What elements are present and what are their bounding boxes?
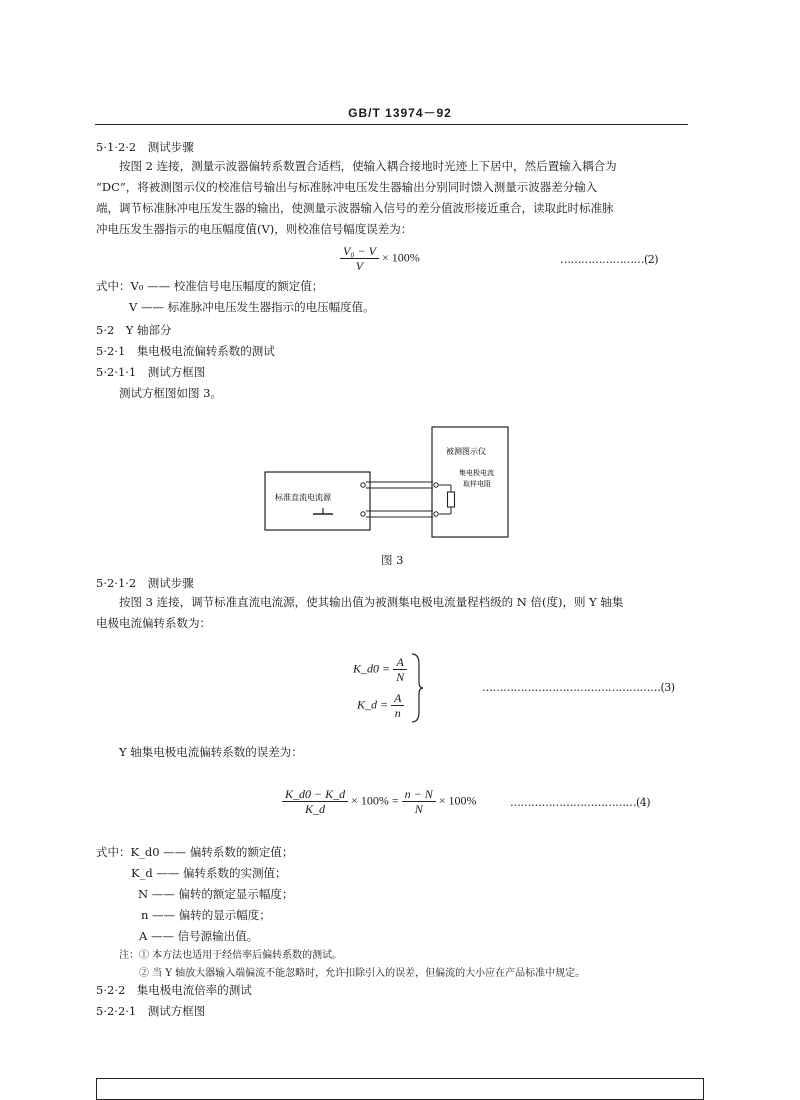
figure-3-caption: 图 3 bbox=[381, 553, 404, 567]
equation-4-denominator-2: N bbox=[414, 802, 423, 816]
equation-3-number: ……………………………………………(3) bbox=[482, 681, 675, 694]
note-1: 注：① 本方法也适用于经倍率后偏转系数的测试。 bbox=[119, 950, 343, 961]
where-line: A —— 信号源输出值。 bbox=[139, 929, 259, 943]
equation-3b-lhs: K_d = bbox=[357, 697, 389, 712]
equation-4-end: × 100% bbox=[438, 793, 477, 808]
formula-2-denominator: V bbox=[355, 259, 364, 273]
equation-3-brace bbox=[410, 652, 424, 724]
para-line: 电极电流偏转系数为： bbox=[96, 616, 211, 630]
para-line: 端，调节标准脉冲电压发生器的输出，使测量示波器输入信号的差分值波形接近重合，读取此时标准脉 bbox=[96, 201, 614, 215]
where-line: 式中：K_d0 —— 偏转系数的额定值； bbox=[96, 845, 294, 859]
where-line: V —— 标准脉冲电压发生器指示的电压幅度值。 bbox=[129, 300, 375, 314]
formula-2-fraction bbox=[340, 244, 379, 273]
section-5-2-1-1-heading: 5·2·1·1 测试方框图 bbox=[96, 365, 206, 379]
sampling-resistor-label-line2: 取样电阻 bbox=[463, 480, 491, 488]
where-line: K_d —— 偏转系数的实测值； bbox=[131, 866, 287, 880]
equation-3b-numerator: A bbox=[391, 691, 404, 706]
section-5-2-2-1-heading: 5·2·2·1 测试方框图 bbox=[96, 1004, 206, 1018]
equation-4 bbox=[282, 787, 477, 816]
standard-number-header: GB/T 13974－92 bbox=[348, 106, 452, 120]
section-5-2-1-2-heading: 5·2·1·2 测试步骤 bbox=[96, 576, 194, 590]
where-line: N —— 偏转的额定显示幅度； bbox=[138, 887, 294, 901]
curve-tracer-title: 被测图示仪 bbox=[446, 447, 486, 456]
section-5-1-2-2-paragraph bbox=[96, 156, 617, 240]
equation-3b-denominator: n bbox=[394, 706, 401, 720]
section-5-2-2-heading: 5·2·2 集电极电流倍率的测试 bbox=[96, 983, 252, 997]
equation-4-fraction-1 bbox=[282, 787, 348, 816]
equation-3b bbox=[357, 691, 404, 720]
page-bottom-frame bbox=[96, 1078, 704, 1100]
section-5-2-1-2-paragraph bbox=[96, 592, 623, 634]
where-line: 式中：V₀ —— 校准信号电压幅度的额定值； bbox=[96, 279, 324, 293]
figure-3-diagram bbox=[255, 422, 525, 540]
equation-4-numerator-1: K_d0 − K_d bbox=[282, 787, 348, 802]
para-line: 按图 3 连接，调节标准直流电流源，使其输出值为被测集电极电流量程档级的 N 倍(度)，则 Y 轴集 bbox=[119, 595, 624, 609]
equation-4-denominator-1: K_d bbox=[305, 802, 326, 816]
sampling-resistor-symbol bbox=[448, 492, 455, 507]
formula-2-number: ……………………(2) bbox=[560, 253, 659, 266]
para-line: 冲电压发生器指示的电压幅度值(V)，则校准信号幅度误差为： bbox=[96, 222, 413, 236]
para-line: 按图 2 连接，测量示波器偏转系数置合适档，使输入耦合接地时光迹上下居中，然后置输入耦合为 bbox=[119, 159, 617, 173]
formula-2-multiplier: × 100% bbox=[381, 250, 420, 265]
equation-3a-denominator: N bbox=[396, 670, 405, 684]
where-line: n —— 偏转的显示幅度； bbox=[141, 908, 271, 922]
sampling-resistor-label-line1: 集电极电流 bbox=[459, 469, 494, 477]
equation-where-list bbox=[96, 842, 293, 947]
formula-2 bbox=[340, 244, 420, 273]
equation-4-fraction-2 bbox=[402, 787, 436, 816]
section-5-2-1-1-text: 测试方框图如图 3。 bbox=[119, 386, 222, 400]
para-line: “DC”，将被测图示仪的校准信号输出与标准脉冲电压发生器输出分别同时馈入测量示波器差分输入 bbox=[96, 180, 598, 194]
source-terminal-top bbox=[361, 483, 365, 487]
equation-4-numerator-2: n − N bbox=[402, 787, 436, 802]
equation-3a-fraction bbox=[393, 655, 407, 684]
formula-2-where bbox=[96, 276, 375, 318]
equation-4-number: ………………………………(4) bbox=[510, 796, 651, 809]
note-2: ② 当 Y 轴放大器输入端偏流不能忽略时，允许扣除引入的误差，但偏流的大小应在产品标准中规定。 bbox=[139, 968, 586, 979]
section-5-2-heading: 5·2 Y 轴部分 bbox=[96, 323, 172, 337]
standard-dc-current-source-label: 标准直流电流源 bbox=[275, 493, 331, 502]
formula-2-numerator: V₀ − V bbox=[340, 244, 379, 259]
tracer-terminal-bottom bbox=[434, 512, 438, 516]
section-5-2-1-heading: 5·2·1 集电极电流偏转系数的测试 bbox=[96, 344, 275, 358]
equation-3a bbox=[353, 655, 407, 684]
section-5-1-2-2-heading: 5·1·2·2 测试步骤 bbox=[96, 140, 194, 154]
equation-3a-numerator: A bbox=[393, 655, 406, 670]
equation-3a-lhs: K_d0 = bbox=[353, 661, 391, 676]
source-terminal-bottom bbox=[361, 512, 365, 516]
equation-4-middle: × 100% = bbox=[351, 793, 399, 808]
error-intro: Y 轴集电极电流偏转系数的误差为： bbox=[119, 745, 303, 759]
tracer-terminal-top bbox=[434, 483, 438, 487]
equation-3b-fraction bbox=[391, 691, 404, 720]
header-rule bbox=[95, 124, 688, 125]
